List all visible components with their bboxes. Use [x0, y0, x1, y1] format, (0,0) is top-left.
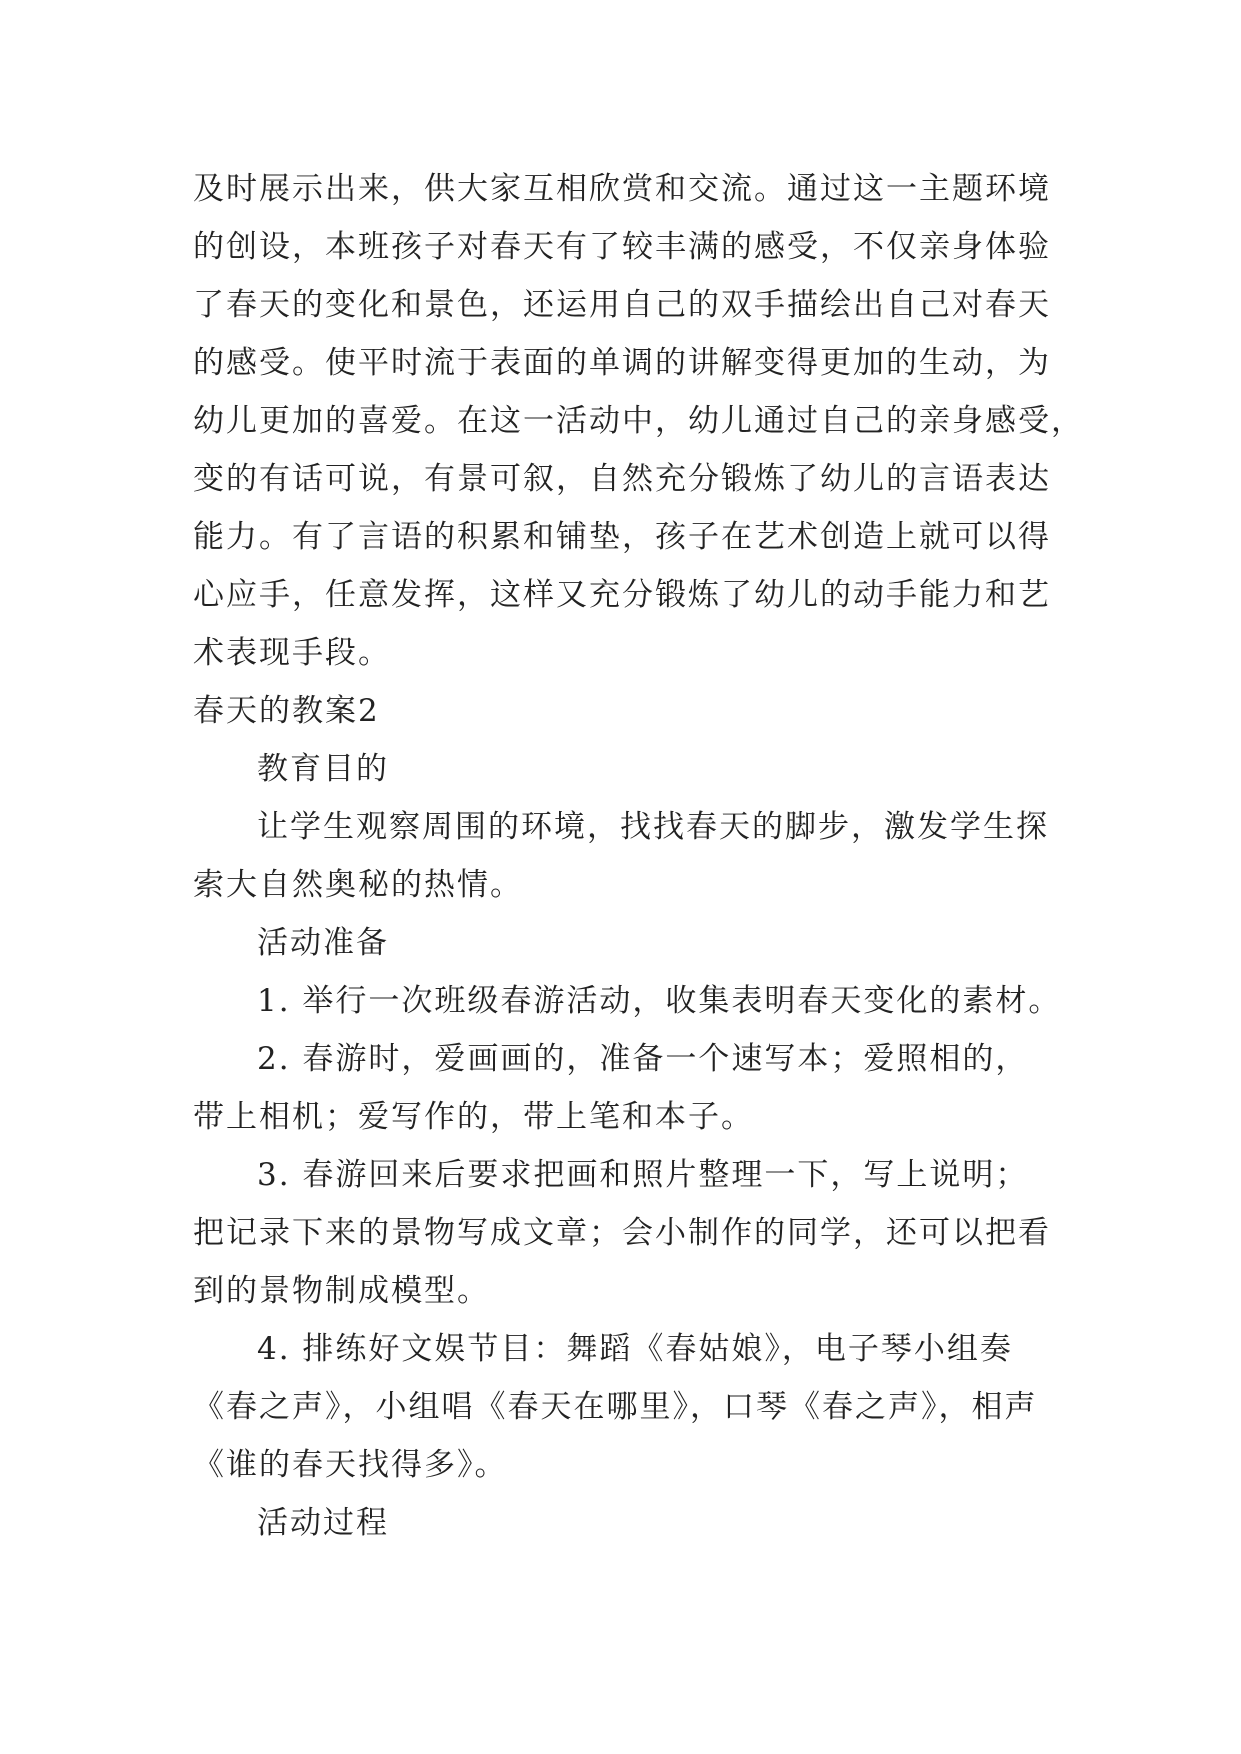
- text-line: 3. 春游回来后要求把画和照片整理一下，写上说明；: [257, 1157, 1029, 1193]
- section-title: [193, 682, 1073, 740]
- heading-goal: [193, 740, 1073, 798]
- text-line: 变的有话可说，有景可叙，自然充分锻炼了幼儿的言语表达: [193, 461, 1051, 497]
- prep-item-3: [193, 1146, 1073, 1320]
- text-line: 了春天的变化和景色，还运用自己的双手描绘出自己对春天: [193, 287, 1051, 323]
- text-line: 《谁的春天找得多》。: [193, 1447, 508, 1483]
- text-line: 4. 排练好文娱节目：舞蹈《春姑娘》，电子琴小组奏: [257, 1331, 1013, 1367]
- text-line: 让学生观察周围的环境，找找春天的脚步，激发学生探: [257, 809, 1049, 845]
- paragraph-theme-summary: [193, 160, 1084, 682]
- text-line: 心应手，任意发挥，这样又充分锻炼了幼儿的动手能力和艺: [193, 577, 1051, 613]
- text-line: 的创设，本班孩子对春天有了较丰满的感受，不仅亲身体验: [193, 229, 1051, 265]
- heading-goal-text: 教育目的: [257, 751, 389, 787]
- text-line: 索大自然奥秘的热情。: [193, 867, 523, 903]
- heading-process-text: 活动过程: [257, 1505, 389, 1541]
- document-body: [193, 160, 1084, 1552]
- heading-prep: [193, 914, 1073, 972]
- heading-process: [193, 1494, 1073, 1552]
- text-line: 及时展示出来，供大家互相欣赏和交流。通过这一主题环境: [193, 171, 1051, 207]
- prep-item-2: [193, 1030, 1073, 1146]
- text-line: 带上相机；爱写作的，带上笔和本子。: [193, 1099, 754, 1135]
- text-line: 的感受。使平时流于表面的单调的讲解变得更加的生动，为: [193, 345, 1051, 381]
- heading-prep-text: 活动准备: [257, 925, 389, 961]
- text-line: 1. 举行一次班级春游活动，收集表明春天变化的素材。: [257, 983, 1062, 1019]
- prep-item-4: [193, 1320, 1073, 1494]
- paragraph-goal: [193, 798, 1073, 914]
- text-line: 《春之声》，小组唱《春天在哪里》，口琴《春之声》，相声: [193, 1389, 1038, 1425]
- section-title-text: 春天的教案2: [193, 693, 380, 729]
- text-line: 2. 春游时，爱画画的，准备一个速写本；爱照相的，: [257, 1041, 1029, 1077]
- text-line: 术表现手段。: [193, 635, 391, 671]
- prep-item-1: [193, 972, 1073, 1030]
- text-line: 把记录下来的景物写成文章；会小制作的同学，还可以把看: [193, 1215, 1051, 1251]
- text-line: 到的景物制成模型。: [193, 1273, 490, 1309]
- text-line: 能力。有了言语的积累和铺垫，孩子在艺术创造上就可以得: [193, 519, 1051, 555]
- text-line: 幼儿更加的喜爱。在这一活动中，幼儿通过自己的亲身感受，: [193, 403, 1084, 439]
